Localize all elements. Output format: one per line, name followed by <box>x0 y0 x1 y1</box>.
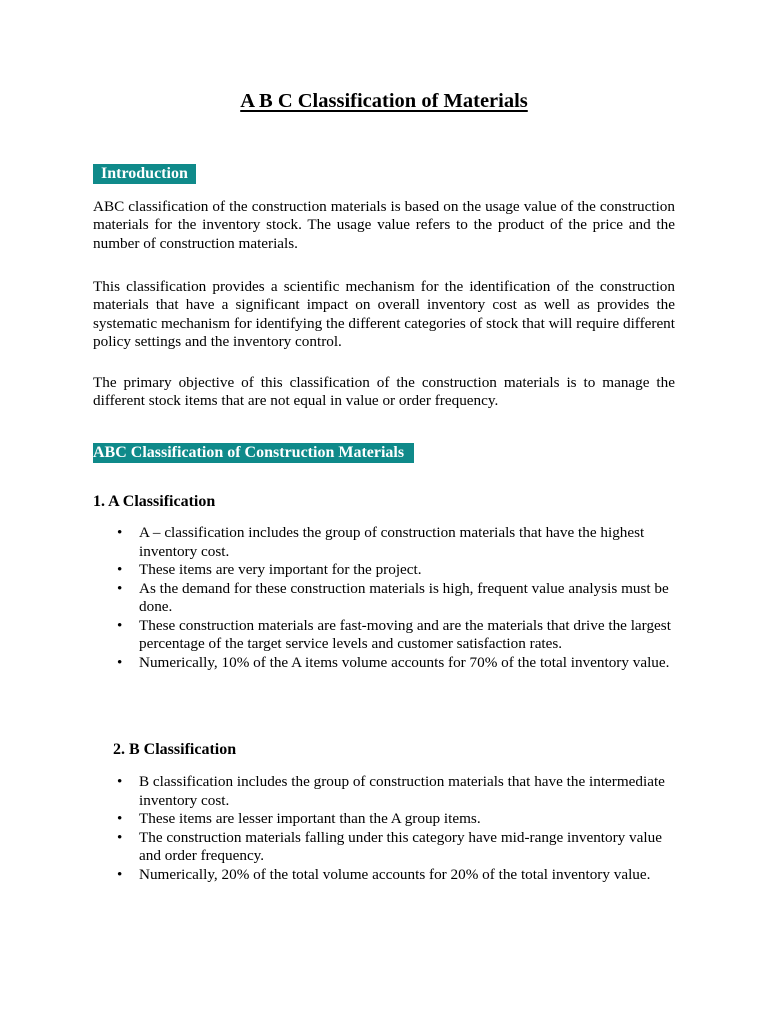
bullet-icon: • <box>117 865 123 883</box>
list-item <box>117 561 677 580</box>
list-item-text: The construction materials falling under this category have mid-range inventory value and order frequency. <box>139 828 662 864</box>
list-item <box>117 810 677 829</box>
bullet-icon: • <box>117 828 123 846</box>
list-item-text: Numerically, 10% of the A items volume accounts for 70% of the total inventory value. <box>139 653 670 671</box>
list-item-text: B classification includes the group of construction materials that have the intermediate inventory cost. <box>139 773 665 809</box>
list-item <box>117 617 677 654</box>
list-item <box>117 866 677 885</box>
intro-paragraph-1: ABC classification of the construction materials is based on the usage value of the construction materials for the inventory stock. The usage value refers to the product of the price and the number of construction materials. <box>93 198 675 252</box>
list-item <box>117 654 677 673</box>
bullet-icon: • <box>117 810 123 827</box>
bullet-icon: • <box>117 579 123 597</box>
list-item-text: These construction materials are fast-moving and are the materials that drive the largest percentage of the target service levels and customer satisfaction rates. <box>139 616 671 652</box>
list-item <box>117 773 677 810</box>
introduction-label: Introduction <box>93 164 196 184</box>
a-classification-list <box>117 524 677 672</box>
list-item-text: As the demand for these construction materials is high, frequent value analysis must be done. <box>139 579 669 615</box>
bullet-icon: • <box>117 773 123 790</box>
list-item <box>117 524 677 561</box>
list-item-text: These items are lesser important than the A group items. <box>139 810 481 827</box>
bullet-icon: • <box>117 524 123 541</box>
a-classification-heading: 1. A Classification <box>93 493 216 510</box>
intro-paragraph-3: The primary objective of this classification of the construction materials is to manage the different stock items that are not equal in value or order frequency. <box>93 374 675 410</box>
list-item <box>117 829 677 866</box>
list-item-text: Numerically, 20% of the total volume accounts for 20% of the total inventory value. <box>139 865 651 883</box>
bullet-icon: • <box>117 561 123 578</box>
bullet-icon: • <box>117 653 123 671</box>
b-classification-heading: 2. B Classification <box>113 741 237 758</box>
bullet-icon: • <box>117 616 123 634</box>
document-title: A B C Classification of Materials <box>240 90 528 112</box>
list-item-text: These items are very important for the project. <box>139 561 422 578</box>
b-classification-list <box>117 773 677 884</box>
abc-section-label: ABC Classification of Construction Materials <box>93 443 414 463</box>
intro-paragraph-2: This classification provides a scientific mechanism for the identification of the construction materials that have a significant impact on overall inventory cost as well as provides the systematic mechanism for identifying the different categories of stock that will require different policy settings and the inventory control. <box>93 278 675 350</box>
list-item-text: A – classification includes the group of construction materials that have the highest inventory cost. <box>139 524 645 560</box>
list-item <box>117 580 677 617</box>
